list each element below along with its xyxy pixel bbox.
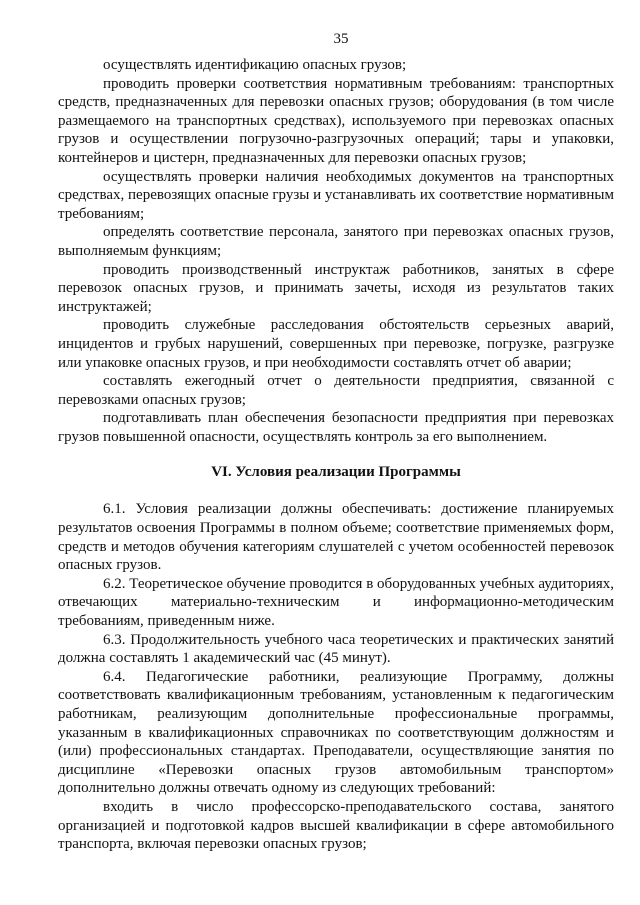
list-paragraph: составлять ежегодный отчет о деятельности предприятия, связанной с перевозками опасных грузов; bbox=[58, 373, 614, 408]
section-heading: VI. Условия реализации Программы bbox=[211, 464, 461, 481]
section-paragraph: 6.3. Продолжительность учебного часа теоретических и практических занятий должна составлять 1 академический час (45 минут). bbox=[58, 631, 614, 667]
page-number: 35 bbox=[333, 31, 349, 47]
section-paragraph: 6.1. Условия реализации должны обеспечивать: достижение планируемых результатов освоения Программы в полном объеме; соответствие применяемых форм, средств и методов обучения категориям слушателей с учетом особенностей перевозок опасных грузов. bbox=[58, 501, 614, 574]
list-paragraph: подготавливать план обеспечения безопасности предприятия при перевозках грузов повышенной опасности, осуществлять контроль за его выполнением. bbox=[58, 410, 614, 445]
list-paragraph: проводить служебные расследования обстоятельств серьезных аварий, инцидентов и грубых нарушений, совершенных при перевозке, погрузке, разгрузке или упаковке опасных грузов, и при необходимости составлять отчет об аварии; bbox=[58, 317, 614, 371]
section-paragraph: 6.2. Теоретическое обучение проводится в оборудованных учебных аудиториях, отвечающих материально-техническим и информационно-методическим требованиям, приведенным ниже. bbox=[58, 575, 614, 630]
section-paragraph: входить в число профессорско-преподавательского состава, занятого организацией и подготовкой кадров высшей квалификации в сфере автомобильного транспорта, включая перевозки опасных грузов; bbox=[58, 798, 614, 853]
section-body bbox=[58, 500, 614, 853]
duties-list bbox=[58, 56, 614, 446]
document-page bbox=[58, 30, 614, 854]
list-paragraph: осуществлять идентификацию опасных грузов; bbox=[103, 57, 407, 73]
list-paragraph: определять соответствие персонала, занятого при перевозках опасных грузов, выполняемым функциям; bbox=[58, 224, 614, 259]
section-paragraph: 6.4. Педагогические работники, реализующие Программу, должны соответствовать квалификационным требованиям, установленным к педагогическим работникам, реализующим дополнительные профессиональные программы, указанным в квалификационных справочниках по соответствующим должностям и (или) профессиональных стандартах. Преподаватели, осуществляющие занятия по дисциплине «Перевозки опасных грузов автомобильным транспортом» дополнительно должны отвечать одному из следующих требований: bbox=[58, 668, 614, 797]
list-paragraph: проводить производственный инструктаж работников, занятых в сфере перевозок опасных грузов, и принимать зачеты, исходя из результатов таких инструктажей; bbox=[58, 261, 614, 315]
list-paragraph: проводить проверки соответствия нормативным требованиям: транспортных средств, предназначенных для перевозки опасных грузов; оборудования (в том числе размещаемого на транспортных средствах), используемого при перевозках опасных грузов и осуществлении погрузочно-разгрузочных операций; тары и упаковки, контейнеров и цистерн, предназначенных для перевозки опасных грузов; bbox=[58, 75, 614, 166]
list-paragraph: осуществлять проверки наличия необходимых документов на транспортных средствах, перевозящих опасные грузы и устанавливать их соответствие нормативным требованиям; bbox=[58, 168, 614, 222]
